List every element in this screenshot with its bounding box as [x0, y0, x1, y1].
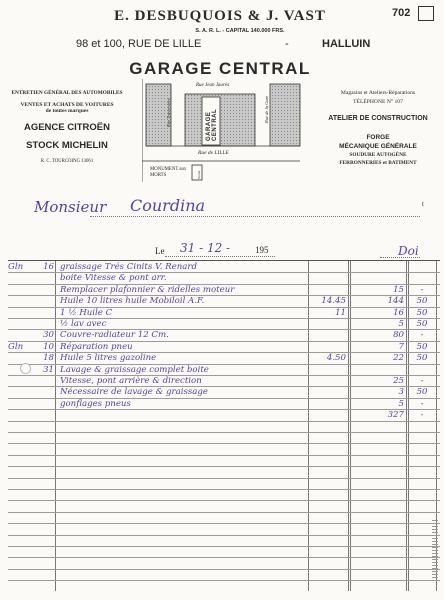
- row-qty: 18: [43, 353, 54, 364]
- document-number: 702: [392, 7, 411, 19]
- doit-label: Doi: [398, 244, 419, 258]
- ruled-line: [8, 523, 440, 524]
- doit-underline: [380, 257, 420, 258]
- service-line-1: ENTRETIEN GÉNÉRAL DES AUTOMOBILES: [11, 90, 123, 96]
- row-unit-price: 4.50: [326, 353, 346, 364]
- row-note: Gln: [8, 341, 24, 352]
- row-cents: 50: [416, 296, 428, 307]
- row-cents: 50: [416, 353, 428, 364]
- recipient-prefix: Monsieur: [34, 198, 107, 216]
- row-description: Réparation pneu: [60, 341, 133, 352]
- row-price: 327: [387, 410, 404, 421]
- row-cents: 50: [416, 341, 428, 352]
- col-rule-3: [348, 261, 349, 591]
- row-cents: 50: [416, 319, 428, 329]
- row-description: gonflages pneus: [60, 398, 131, 409]
- doc-number-box: [418, 6, 434, 21]
- row-cents: -: [420, 398, 424, 409]
- street-right-label: Rue de la Gare: [264, 95, 269, 123]
- row-price: 22: [393, 353, 404, 364]
- row-unit-price: 14.45: [321, 296, 346, 307]
- right-services: [318, 90, 438, 166]
- ruled-line: [8, 443, 440, 444]
- row-price: 25: [393, 376, 404, 386]
- left-services: [6, 90, 128, 164]
- row-description: Vitesse, pont arrière & direction: [60, 376, 202, 386]
- date-underline: [165, 256, 275, 257]
- company-city: HALLUIN: [322, 38, 371, 50]
- atelier-line: ATELIER DE CONSTRUCTION: [328, 115, 428, 122]
- row-description: 1 ½ Huile C: [60, 307, 113, 318]
- col-rule-1: [55, 261, 56, 591]
- mecanique-line: MÉCANIQUE GÉNÉRALE: [339, 143, 417, 150]
- invoice-table: [8, 260, 440, 591]
- row-unit-price: 11: [335, 307, 346, 318]
- row-note: Gln: [8, 262, 24, 272]
- printer-mark: [432, 520, 438, 580]
- company-address: 98 et 100, RUE DE LILLE: [76, 38, 202, 50]
- garage-title: GARAGE CENTRAL: [129, 59, 311, 78]
- row-qty: 31: [43, 364, 54, 375]
- ruled-line: [8, 535, 440, 536]
- street-bottom-label: Rue de LILLE: [198, 150, 229, 156]
- row-description: graissage Trés Cinits V. Renard: [60, 262, 198, 272]
- row-qty: 30: [43, 330, 54, 341]
- ruled-line: [8, 455, 440, 456]
- ferronneries-line: FERRONNERIES et BATIMENT: [339, 160, 417, 166]
- row-description: Huile 10 litres huile Mobiloil A.F.: [60, 296, 205, 307]
- row-price: 15: [393, 284, 404, 295]
- agence-citroen: AGENCE CITROËN: [23, 122, 111, 133]
- row-cents: -: [420, 376, 424, 386]
- row-cents: -: [420, 410, 424, 421]
- monument-label: MONUMENT aux MORTS: [150, 167, 187, 178]
- ruled-line: [8, 557, 440, 558]
- service-line-3: de toutes marques: [45, 108, 89, 114]
- row-price: 5: [398, 319, 404, 329]
- row-cents: 50: [416, 387, 428, 398]
- col-rule-4: [350, 261, 351, 591]
- side-label: Sortie: [197, 170, 201, 179]
- row-description: Lavage & graissage complet boite: [60, 364, 209, 375]
- row-description: boite Vitesse & pont arr.: [60, 273, 167, 284]
- col-rule-5: [406, 261, 407, 591]
- location-map: [142, 79, 304, 182]
- col-rule-2: [308, 261, 309, 591]
- row-price: 16: [393, 307, 404, 318]
- ruled-line: [8, 489, 440, 490]
- row-price: 5: [398, 398, 404, 409]
- rc-number: R. C. TOURCOING 13061: [40, 159, 94, 164]
- ruled-line: [8, 569, 440, 570]
- ruled-line: [8, 546, 440, 547]
- row-description: Huile 5 litres gazoline: [60, 353, 157, 364]
- ruled-line: [8, 432, 440, 433]
- forge-line: FORGE: [366, 134, 390, 141]
- date-year: 195: [255, 245, 269, 255]
- ruled-line: [8, 478, 440, 479]
- row-description: Nécessaire de lavage & graissage: [60, 387, 209, 398]
- row-price: 80: [393, 330, 404, 341]
- row-price: 144: [387, 296, 404, 307]
- company-legal: S. A. R. L. - CAPITAL 140.000 FRS.: [195, 28, 285, 34]
- street-left-label: Rue Traversière: [166, 98, 171, 127]
- ruled-line: [8, 500, 440, 501]
- ruled-line: [8, 580, 440, 581]
- address-dash: -: [285, 38, 289, 50]
- soudure-line: SOUDURE AUTOGÈNE: [349, 152, 407, 158]
- company-name: E. DESBUQUOIS & J. VAST: [114, 8, 326, 24]
- magasins-line: Magasins et Ateliers-Réparations: [340, 90, 416, 96]
- service-line-2: VENTES ET ACHATS DE VOITURES: [20, 102, 114, 108]
- ruled-line: [8, 466, 440, 467]
- punch-hole-1: [20, 363, 31, 374]
- row-qty: 10: [43, 341, 54, 352]
- row-qty: 16: [43, 262, 54, 272]
- row-cents: 50: [416, 307, 428, 318]
- row-description: Couvre-radiateur 12 Cm.: [60, 330, 169, 341]
- date-value: 31 - 12 -: [180, 241, 231, 255]
- date-label: Le: [155, 246, 165, 256]
- street-top-label: Rue Jean Jaurès: [196, 83, 230, 88]
- recipient-name: Courdina: [130, 196, 206, 215]
- row-price: 3: [398, 387, 404, 398]
- telephone-line: TÉLÉPHONE N° 107: [353, 99, 403, 105]
- col-rule-6: [408, 261, 409, 591]
- row-cents: -: [420, 284, 424, 295]
- recipient-underline: [90, 216, 420, 217]
- row-description: ½ lav avec: [60, 319, 107, 329]
- garage-block-label: GARAGE CENTRAL: [206, 108, 218, 141]
- row-price: 7: [398, 341, 404, 352]
- recipient-superscript: t: [422, 200, 424, 208]
- stock-michelin: STOCK MICHELIN: [26, 140, 108, 151]
- ruled-line: [8, 512, 440, 513]
- row-cents: -: [420, 330, 424, 341]
- row-description: Remplacer plafonnier & ridelles moteur: [60, 284, 235, 295]
